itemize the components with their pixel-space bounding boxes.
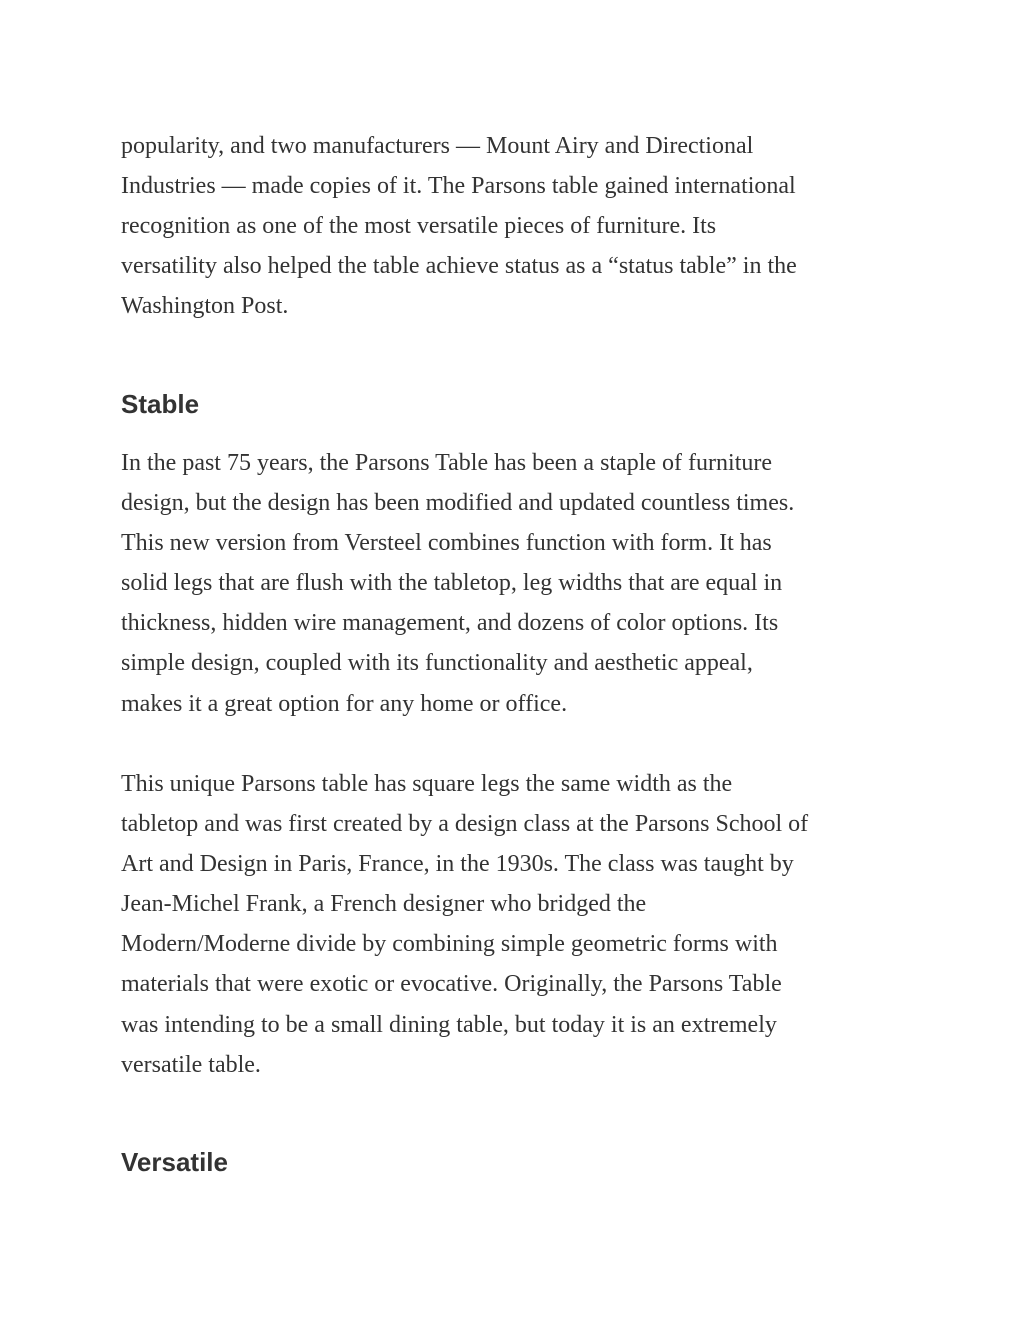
stable-paragraph-2: This unique Parsons table has square legs the same width as the tabletop and was first created by a design class at the Parsons School of Art and Design in Paris, France, in the 1930s. The class was taught by Jean-Michel Frank, a French designer who bridged the Modern/Moderne divide by combining simple geometric forms with materials that were exotic or evocative. Originally, the Parsons Table was intending to be a small dining table, but today it is an extremely versatile table.	[121, 771, 809, 1078]
intro-paragraph: popularity, and two manufacturers — Mount Airy and Directional Industries — made copies of it. The Parsons table gained international recognition as one of the most versatile pieces of furniture. Its versatility also helped the table achieve status as a “status table” in the Washington Post.	[121, 133, 797, 320]
section-heading-stable: Stable	[121, 389, 200, 419]
stable-paragraph-1: In the past 75 years, the Parsons Table has been a staple of furniture design, but the design has been modified and updated countless times. This new version from Versteel combines function with form. It has solid legs that are flush with the tabletop, leg widths that are equal in thickness, hidden wire management, and dozens of color options. Its simple design, coupled with its functionality and aesthetic appeal, makes it a great option for any home or office.	[121, 450, 795, 717]
section-heading-versatile: Versatile	[121, 1147, 228, 1177]
